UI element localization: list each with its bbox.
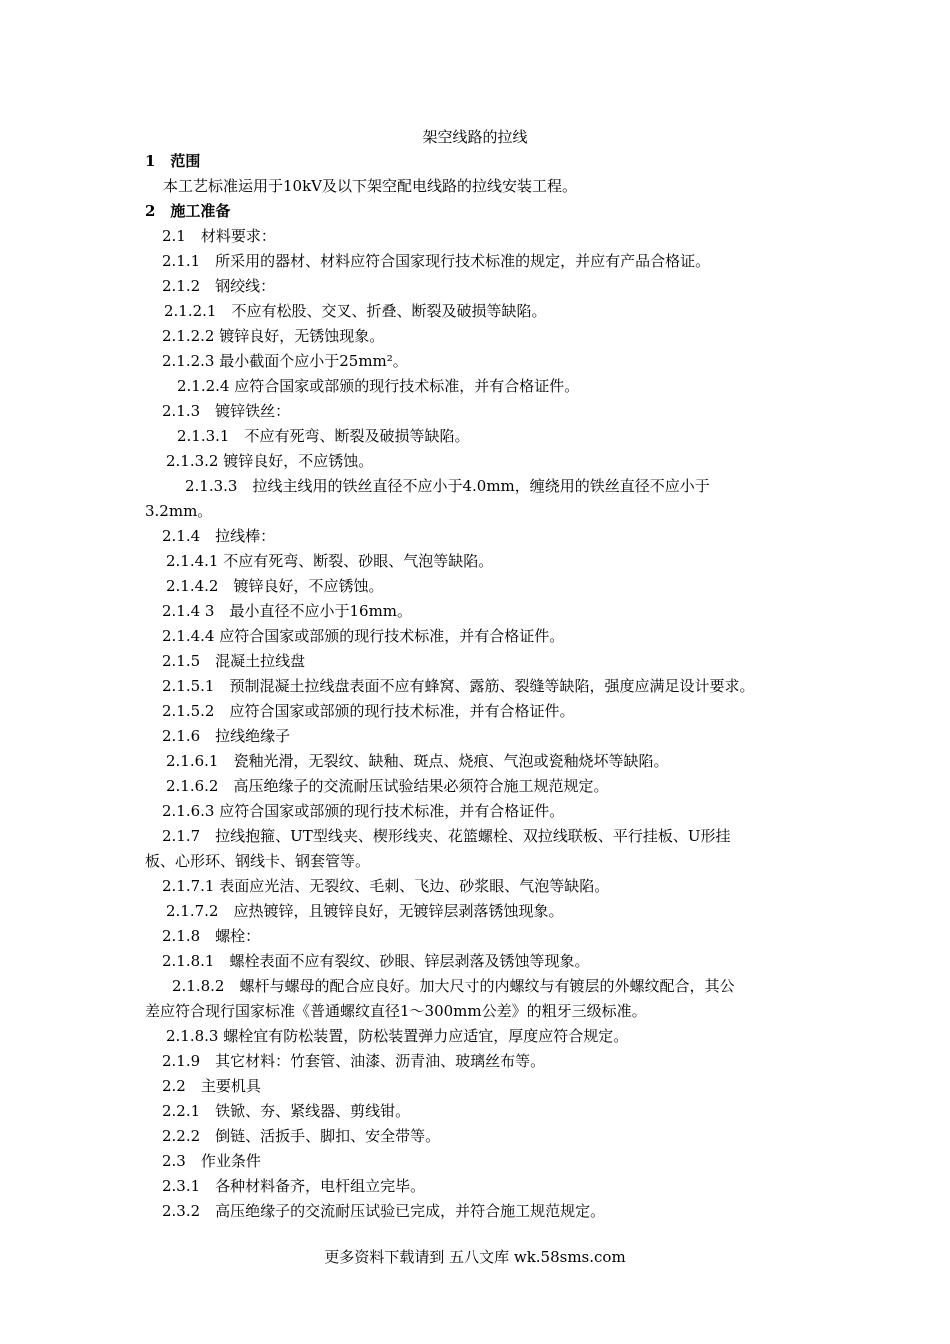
paragraph-line: 2.2.2 倒链、活扳手、脚扣、安全带等。 [162, 1127, 441, 1145]
paragraph-line: 2.1.3.1 不应有死弯、断裂及破损等缺陷。 [177, 427, 470, 445]
paragraph-line: 2.1.3.3 拉线主线用的铁丝直径不应小于4.0mm，缠绕用的铁丝直径不应小于 [185, 477, 710, 495]
paragraph-line: 2.1.5.2 应符合国家或部颁的现行技术标准，并有合格证件。 [162, 702, 575, 720]
paragraph-line: 2.1.6 拉线绝缘子 [162, 727, 291, 745]
paragraph-line: 2.1.2 钢绞线： [162, 277, 276, 295]
paragraph-line: 2.1.5.1 预制混凝土拉线盘表面不应有蜂窝、露筋、裂缝等缺陷，强度应满足设计要求。 [162, 677, 755, 695]
paragraph-line: 2.1.4.4 应符合国家或部颁的现行技术标准，并有合格证件。 [162, 627, 565, 645]
paragraph-line: 差应符合现行国家标准《普通螺纹直径1～300mm公差》的粗牙三级标准。 [145, 1002, 647, 1020]
paragraph-line: 2.1.5 混凝土拉线盘 [162, 652, 306, 670]
section-heading: 1 范围 [145, 152, 201, 170]
paragraph-line: 2.1.3.2 镀锌良好，不应锈蚀。 [166, 452, 374, 470]
paragraph-line: 2.1.2.4 应符合国家或部颁的现行技术标准，并有合格证件。 [177, 377, 580, 395]
paragraph-line: 2.2.1 铁锨、夯、紧线器、剪线钳。 [162, 1102, 411, 1120]
paragraph-line: 2.1 材料要求： [162, 227, 276, 245]
section-heading: 2 施工准备 [145, 202, 231, 220]
paragraph-line: 2.1.8.1 螺栓表面不应有裂纹、砂眼、锌层剥落及锈蚀等现象。 [162, 952, 590, 970]
paragraph-line: 3.2mm。 [145, 502, 213, 520]
paragraph-line: 2.1.3 镀锌铁丝： [162, 402, 291, 420]
paragraph-line: 2.3.1 各种材料备齐，电杆组立完毕。 [162, 1177, 426, 1195]
paragraph-line: 2.1.6.3 应符合国家或部颁的现行技术标准，并有合格证件。 [162, 802, 565, 820]
paragraph-line: 2.1.4 3 最小直径不应小于16mm。 [162, 602, 413, 620]
paragraph-line: 2.1.7.1 表面应光洁、无裂纹、毛刺、飞边、砂浆眼、气泡等缺陷。 [162, 877, 610, 895]
paragraph-line: 2.1.4 拉线棒： [162, 527, 276, 545]
paragraph-line: 2.1.9 其它材料：竹套管、油漆、沥青油、玻璃丝布等。 [162, 1052, 546, 1070]
page-footer: 更多资料下载请到 五八文库 wk.58sms.com [324, 1248, 626, 1266]
paragraph-line: 2.1.8.2 螺杆与螺母的配合应良好。加大尺寸的内螺纹与有镀层的外螺纹配合，其公 [172, 977, 735, 995]
paragraph-line: 2.2 主要机具 [162, 1077, 261, 1095]
paragraph-line: 2.3.2 高压绝缘子的交流耐压试验已完成，并符合施工规范规定。 [162, 1202, 606, 1220]
paragraph-line: 2.1.2.3 最小截面个应小于25mm²。 [162, 352, 408, 370]
paragraph-line: 本工艺标准运用于10kV及以下架空配电线路的拉线安装工程。 [163, 177, 578, 195]
paragraph-line: 2.1.7.2 应热镀锌，且镀锌良好，无镀锌层剥落锈蚀现象。 [166, 902, 564, 920]
paragraph-line: 2.1.1 所采用的器材、材料应符合国家现行技术标准的规定，并应有产品合格证。 [162, 252, 711, 270]
paragraph-line: 2.1.8 螺栓： [162, 927, 261, 945]
paragraph-line: 2.1.2.1 不应有松股、交叉、折叠、断裂及破损等缺陷。 [164, 302, 547, 320]
paragraph-line: 2.1.2.2 镀锌良好，无锈蚀现象。 [162, 327, 385, 345]
paragraph-line: 2.1.4.1 不应有死弯、断裂、砂眼、气泡等缺陷。 [166, 552, 494, 570]
paragraph-line: 2.1.7 拉线抱箍、UT型线夹、楔形线夹、花篮螺栓、双拉线联板、平行挂板、U形挂 [162, 827, 731, 845]
paragraph-line: 板、心形环、钢线卡、钢套管等。 [145, 852, 371, 870]
paragraph-line: 2.1.4.2 镀锌良好，不应锈蚀。 [166, 577, 384, 595]
page-title: 架空线路的拉线 [422, 128, 528, 146]
paragraph-line: 2.1.8.3 螺栓宜有防松装置，防松装置弹力应适宜，厚度应符合规定。 [166, 1027, 629, 1045]
paragraph-line: 2.1.6.1 瓷釉光滑，无裂纹、缺釉、斑点、烧痕、气泡或瓷釉烧坏等缺陷。 [166, 752, 669, 770]
paragraph-line: 2.3 作业条件 [162, 1152, 261, 1170]
paragraph-line: 2.1.6.2 高压绝缘子的交流耐压试验结果必须符合施工规范规定。 [166, 777, 609, 795]
